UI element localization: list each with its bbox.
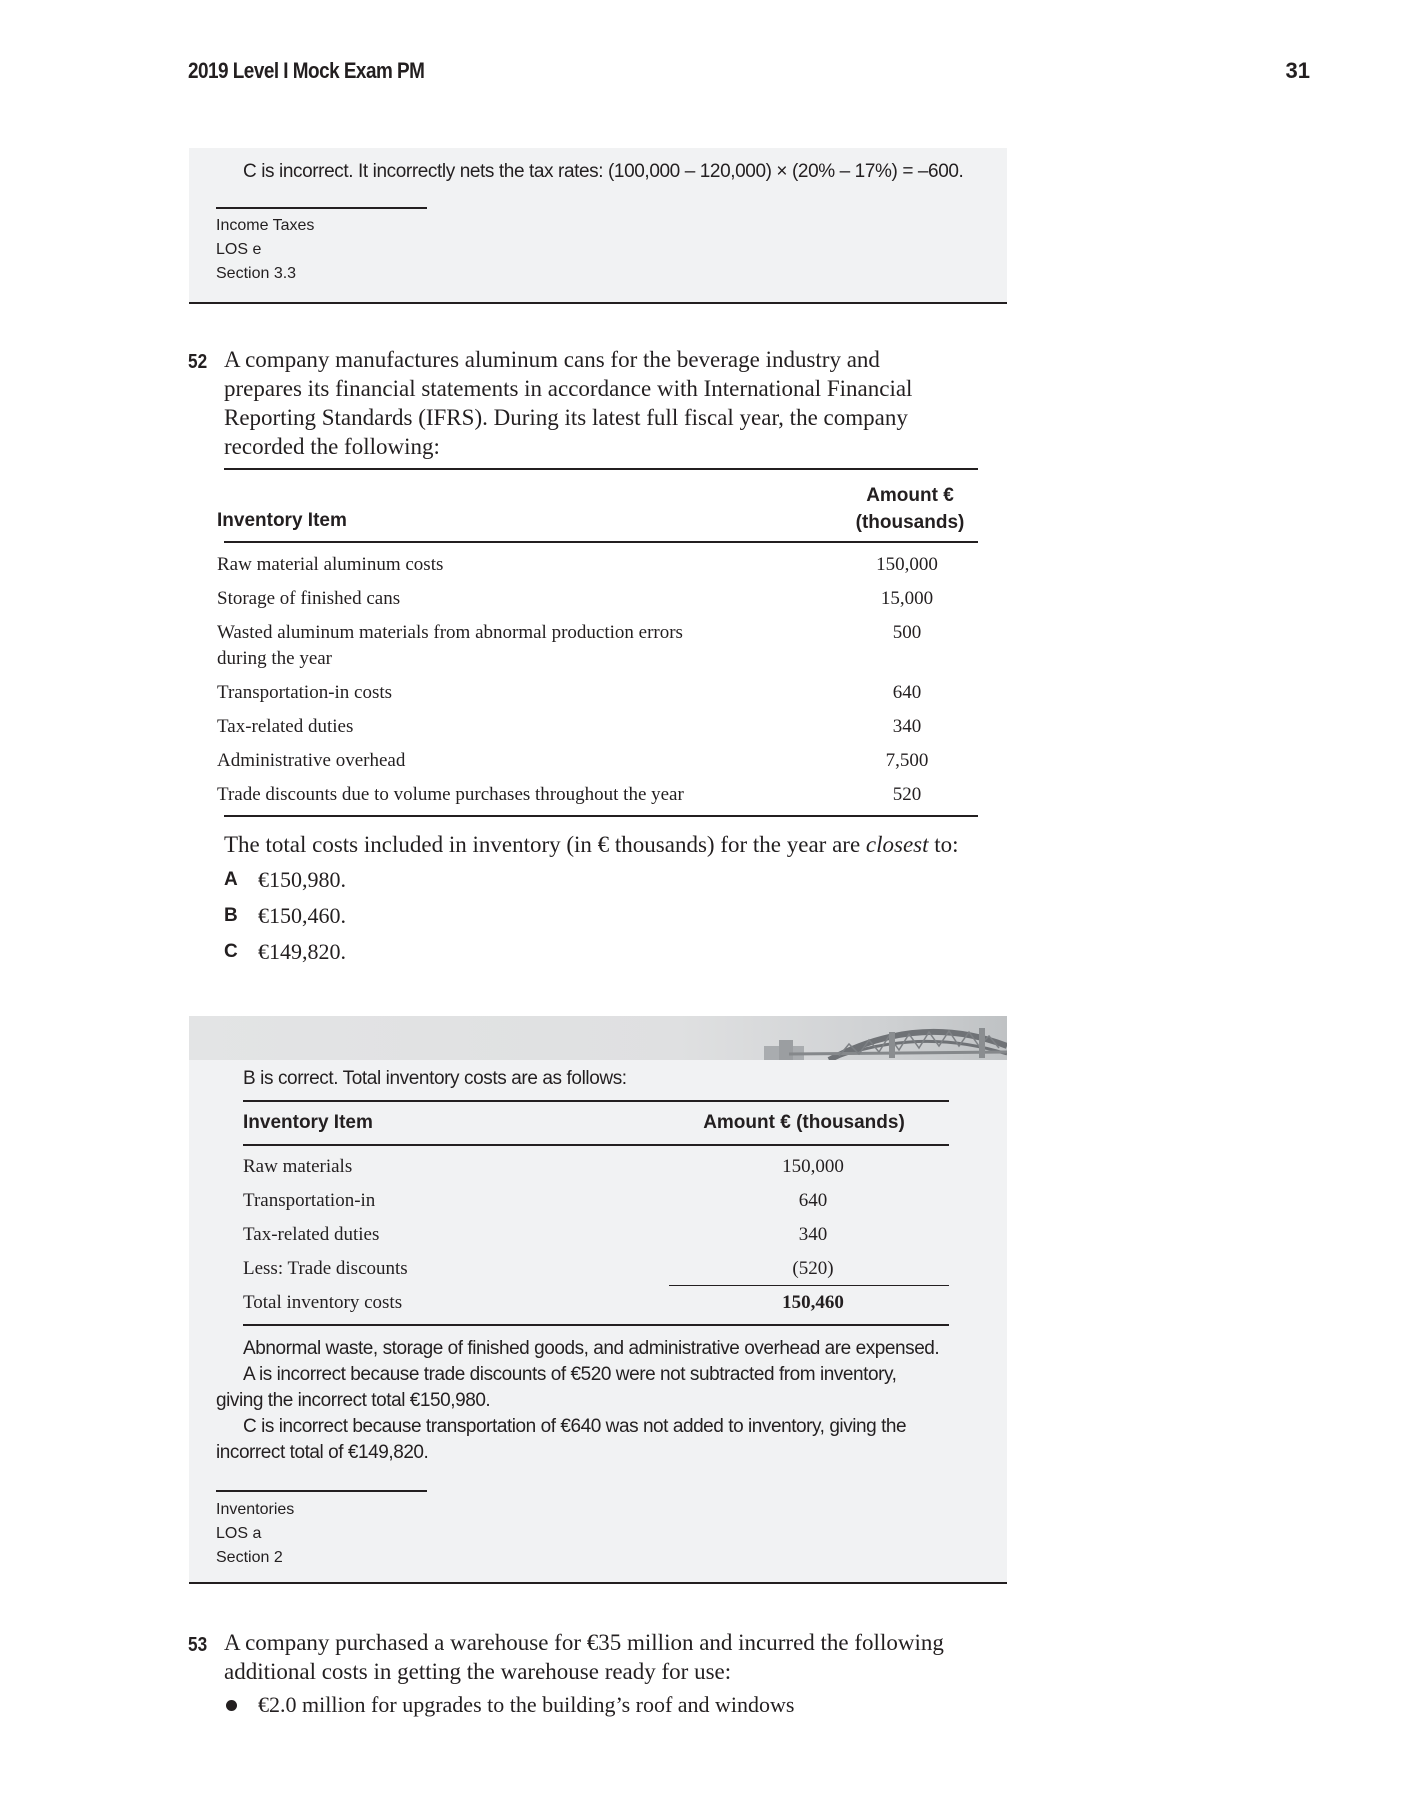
reference-section: Section 3.3 [216, 265, 297, 282]
question-number: 52 [188, 351, 208, 373]
answer-table-bottom-rule [243, 1324, 949, 1326]
table-top-rule [224, 468, 978, 470]
table-header-rule [224, 541, 978, 543]
question-number: 53 [188, 1634, 208, 1656]
reference-divider [216, 1490, 427, 1492]
reference-reading: Inventories [216, 1501, 295, 1518]
correct-answer-intro: B is correct. Total inventory costs are as follows: [243, 1068, 627, 1089]
answer-c-explanation: C is incorrect. It incorrectly nets the tax rates: (100,000 – 120,000) × (20% – 17%) = –600. [243, 161, 964, 182]
question-stem [224, 1628, 1024, 1686]
table-header-amount: Amount € (thousands) [855, 485, 965, 533]
bridge-illustration [189, 1016, 1007, 1060]
question-prompt: The total costs included in inventory (in € thousands) for the year are closest to: [224, 832, 959, 857]
answer-table-header-amount: Amount € (thousands) [703, 1112, 905, 1133]
stem-line: A company purchased a warehouse for €35 million and incurred the following [224, 1630, 944, 1655]
reference-section: Section 2 [216, 1549, 283, 1566]
stem-line: A company manufactures aluminum cans for the beverage industry and [224, 347, 880, 372]
reference-los: LOS e [216, 241, 262, 258]
reference-los: LOS a [216, 1525, 262, 1542]
stem-line: prepares its financial statements in accordance with International Financial [224, 376, 913, 401]
answer-explanation: Abnormal waste, storage of finished goods, and administrative overhead are expensed. A is incorrect because trade discounts of €520 were not subtracted from inventory, giving the incorrect total €150,980. C is incorrect because transportation of €640 was not added to inventory, giving the incorrect total of €149,820. [216, 1338, 940, 1463]
reference-reading: Income Taxes [216, 217, 315, 234]
answer-table-header-rule [243, 1144, 949, 1146]
answer-table-top-rule [243, 1100, 949, 1102]
answer-box: B is correct. Total inventory costs are as follows: Inventory Item Amount € (thousands) Raw materials 150,000 Transportation-in 640 Tax-related duties 340 Less: Trade discounts (520) Total inventory costs 150,460 Abnormal waste, storage of finished goods, and administrative overhead are expensed. A is incorrect because trade discounts of €520 were not subtracted from inventory, giving the incorrect total €150,980. C is incorrect because transportation of €640 was not added to inventory, giving the incorrect total of €149,820. Inventories LOS a Section 2 [189, 1016, 1007, 1584]
table-bottom-rule [224, 815, 978, 817]
bullet-dot-icon [226, 1700, 237, 1711]
subtotal-rule [669, 1285, 949, 1286]
previous-answer-box [189, 148, 1007, 304]
reference-divider [216, 207, 427, 209]
stem-line: recorded the following: [224, 434, 440, 459]
stem-line: Reporting Standards (IFRS). During its latest full fiscal year, the company [224, 405, 908, 430]
page-number: 31 [1285, 58, 1310, 83]
question-stem [224, 345, 1004, 461]
stem-line: additional costs in getting the warehouse ready for use: [224, 1659, 732, 1684]
bridge-banner-image [189, 1016, 1007, 1060]
table-header-item: Inventory Item [217, 510, 347, 531]
answer-table-header-item: Inventory Item [243, 1112, 373, 1133]
page-header-title: 2019 Level I Mock Exam PM [188, 58, 425, 83]
